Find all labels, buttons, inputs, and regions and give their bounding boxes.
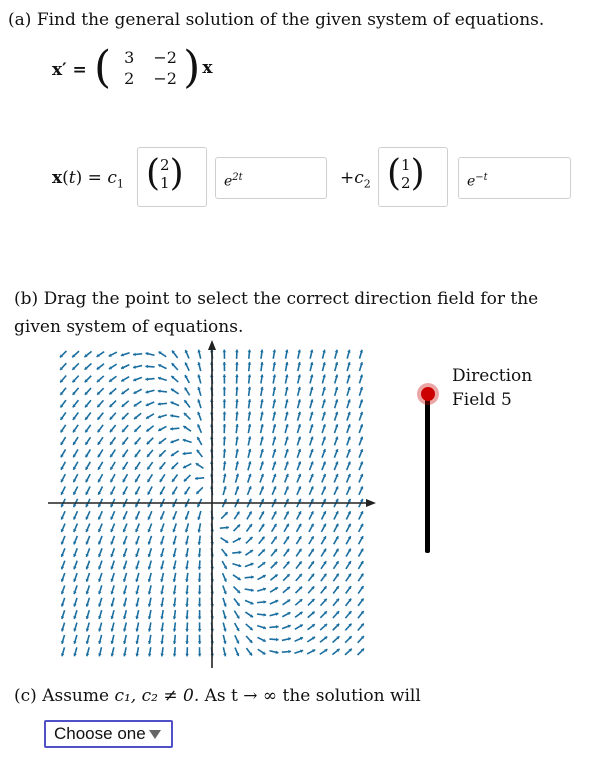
field-arrowhead <box>170 427 173 431</box>
field-arrowhead <box>173 604 177 607</box>
slider-handle[interactable] <box>417 383 439 405</box>
part-c-prompt-start: Assume <box>42 686 110 706</box>
slider-label-line1: Direction <box>452 366 533 386</box>
field-arrowhead <box>260 350 264 353</box>
field-arrowhead <box>173 641 177 644</box>
part-c-condition: c₁, c₂ ≠ 0. <box>114 686 200 706</box>
system-lhs: x′ = <box>52 60 87 80</box>
field-arrowhead <box>160 641 164 644</box>
field-arrowhead <box>239 551 242 555</box>
field-arrowhead <box>263 600 266 604</box>
c1-subscript: 1 <box>116 177 124 191</box>
field-arrowhead <box>248 387 252 390</box>
field-arrowhead <box>185 604 189 607</box>
select-value: Choose one <box>54 724 146 743</box>
field-arrowhead <box>198 592 202 595</box>
slider-label <box>452 364 532 412</box>
vector1-bottom: 1 <box>160 174 170 192</box>
field-arrowhead <box>198 567 202 570</box>
field-arrowhead <box>223 412 227 415</box>
plus-c2 <box>340 168 371 190</box>
field-arrowhead <box>173 629 177 632</box>
field-arrowhead <box>198 579 202 582</box>
field-arrowhead <box>235 387 239 390</box>
field-arrowhead <box>223 461 227 464</box>
field-arrowhead <box>235 374 239 377</box>
vector1-top: 2 <box>160 156 170 174</box>
field-arrowhead <box>185 567 189 570</box>
exponential2-input[interactable] <box>458 157 571 199</box>
part-b-statement <box>14 285 574 341</box>
part-c-label: (c) <box>14 686 37 706</box>
field-arrowhead <box>133 353 136 357</box>
system-rhs-var: x <box>202 58 213 78</box>
field-arrowhead <box>195 477 198 481</box>
field-arrowhead <box>235 362 239 365</box>
y-axis-arrowhead <box>208 340 216 350</box>
field-arrowhead <box>263 613 266 617</box>
field-arrowhead <box>160 629 164 632</box>
field-arrowhead <box>260 374 264 377</box>
plus-c-text: +c <box>340 168 364 188</box>
field-arrowhead <box>198 604 202 607</box>
field-arrowhead <box>223 449 227 452</box>
field-arrowhead <box>223 424 227 427</box>
vector1-input[interactable] <box>137 147 207 207</box>
field-arrowhead <box>185 616 189 619</box>
field-arrowhead <box>185 654 189 657</box>
right-paren: ) <box>183 42 201 93</box>
field-arrowhead <box>145 365 148 369</box>
coefficient-matrix <box>94 42 213 93</box>
field-arrowhead <box>248 362 252 365</box>
field-arrowhead <box>223 362 227 365</box>
vector2 <box>387 153 447 194</box>
field-arrowhead <box>185 579 189 582</box>
field-arrowhead <box>223 350 227 353</box>
solution-lhs: $x(t) = c_1$ <box>52 168 124 191</box>
field-arrowhead <box>235 424 239 427</box>
vector-left-paren: ( <box>387 153 402 194</box>
part-b-prompt: Drag the point to select the correct direction field for the given system of equations. <box>14 289 539 337</box>
matrix-cell: 2 <box>124 69 135 88</box>
matrix-cell: 3 <box>124 48 135 67</box>
c2-subscript: 2 <box>363 177 371 191</box>
field-arrowhead <box>288 650 291 654</box>
chevron-down-icon <box>149 730 161 739</box>
exp1-base: e <box>224 173 233 190</box>
matrix-cell: −2 <box>153 48 177 67</box>
vector1-entries <box>160 156 170 192</box>
vector2-top: 1 <box>401 156 411 174</box>
exp1-power: 2t <box>232 172 243 183</box>
slider-handle-dot[interactable] <box>421 387 435 401</box>
field-arrowhead <box>248 350 252 353</box>
vector2-bottom: 2 <box>401 174 411 192</box>
field-arrowhead <box>276 638 279 642</box>
exp2-power: −t <box>475 172 488 183</box>
field-arrowhead <box>235 399 239 402</box>
field-arrowhead <box>248 399 252 402</box>
field-arrowhead <box>226 526 229 530</box>
slider-label-line2: Field 5 <box>452 390 512 410</box>
exponential1-input[interactable] <box>215 157 327 199</box>
slider-track <box>425 393 430 553</box>
field-arrowhead <box>198 554 202 557</box>
vector1 <box>146 153 206 194</box>
matrix-cell: −2 <box>153 69 177 88</box>
left-paren: ( <box>94 42 112 93</box>
field-arrowhead <box>260 362 264 365</box>
x-axis-arrowhead <box>366 499 376 507</box>
field-arrowhead <box>158 389 161 393</box>
field-arrowhead <box>276 625 279 629</box>
vector2-input[interactable] <box>378 147 448 207</box>
field-arrowhead <box>183 452 186 456</box>
field-arrowhead <box>185 629 189 632</box>
field-arrowhead <box>185 641 189 644</box>
part-c-statement <box>14 682 421 710</box>
field-arrowhead <box>173 654 177 657</box>
field-arrowhead <box>198 641 202 644</box>
direction-field-plot <box>40 340 380 670</box>
field-arrowhead <box>198 654 202 657</box>
field-arrowhead <box>173 616 177 619</box>
field-arrowhead <box>198 617 202 620</box>
field-arrowhead <box>223 374 227 377</box>
field-arrowhead <box>198 629 202 632</box>
field-arrowhead <box>251 575 254 579</box>
field-arrowhead <box>235 436 239 439</box>
matrix-entries <box>111 47 183 89</box>
field-arrowhead <box>248 374 252 377</box>
vector-left-paren: ( <box>146 153 161 194</box>
vector-right-paren: ) <box>410 153 425 194</box>
field-arrowhead <box>235 412 239 415</box>
behavior-select[interactable] <box>44 720 173 748</box>
field-arrowhead <box>185 592 189 595</box>
part-a-label: (a) <box>8 10 32 30</box>
part-c-prompt-end: As t → ∞ the solution will <box>204 686 421 706</box>
part-b-label: (b) <box>14 289 39 309</box>
field-arrowhead <box>223 399 227 402</box>
field-arrowhead <box>158 402 161 406</box>
part-a-prompt: Find the general solution of the given system of equations. <box>36 10 545 30</box>
field-arrowhead <box>223 387 227 390</box>
field-arrowhead <box>145 377 148 381</box>
field-arrowhead <box>235 350 239 353</box>
vector-right-paren: ) <box>169 153 184 194</box>
field-arrowhead <box>198 542 202 545</box>
part-a-statement <box>8 6 544 34</box>
field-arrowhead <box>160 654 164 657</box>
exp2-base: e <box>467 173 476 190</box>
field-arrowhead <box>223 436 227 439</box>
vector2-entries <box>401 156 411 192</box>
